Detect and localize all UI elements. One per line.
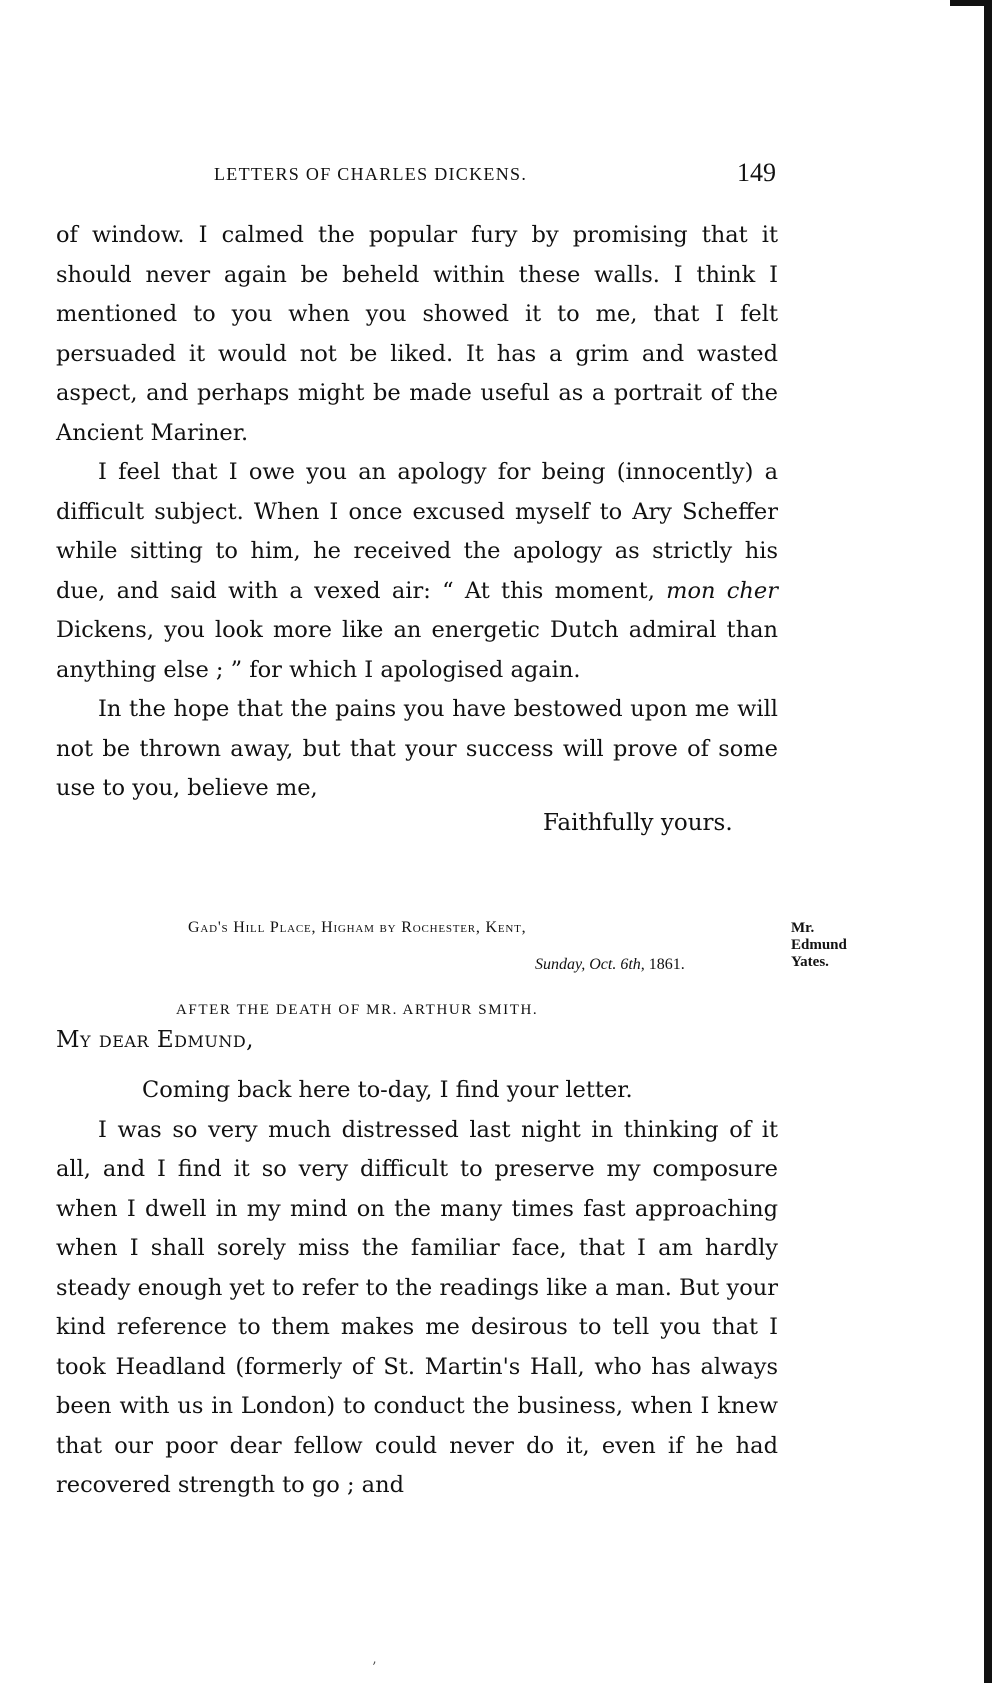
page-edge [984, 0, 992, 1683]
paragraph-apology-end: Dickens, you look more like an energetic Dutch admiral than anything else ; ” for which I apologised again. [56, 617, 778, 683]
paragraph-closing: In the hope that the pains you have bestowed upon me will not be thrown away, but that your success will prove of some use to you, believe me, [56, 696, 778, 801]
running-title: LETTERS OF CHARLES DICKENS. [214, 164, 528, 184]
salutation: My dear Edmund, [56, 1027, 254, 1053]
letter-one-body [56, 216, 778, 809]
stray-mark: ’ [372, 1660, 377, 1676]
letter-address: Gad's Hill Place, Higham by Rochester, Kent, [188, 919, 527, 936]
margin-note-line: Mr. [791, 920, 815, 936]
paragraph-main: I was so very much distressed last night in thinking of it all, and I find it so very difficult to preserve my composure when I dwell in my mind on the many times fast approaching when I shall sorely miss the familiar face, that I am hardly steady enough yet to refer to the readings like a man. But your kind reference to them makes me desirous to tell you that I took Headland (formerly of St. Martin's Hall, who has always been with us in London) to conduct the business, when I knew that our poor dear fellow could never do it, even if he had recovered strength to go ; and [56, 1116, 778, 1498]
signoff: Faithfully yours. [543, 810, 733, 836]
paragraph-apology-start: I feel that I owe you an apology for being (innocently) a difficult subject. When I once excused myself to Ary Scheffer while sitting to him, he received the apology as strictly his due, and said with a vexed air: “ At this moment, [56, 459, 778, 604]
margin-note-line: Yates. [791, 954, 829, 970]
margin-note-line: Edmund [791, 937, 847, 953]
letter-date [535, 956, 685, 974]
letter-date-day: Sunday, Oct. 6th, [535, 956, 645, 973]
running-head [56, 158, 776, 194]
letter-two-body [56, 1071, 778, 1506]
letter-date-year: 1861. [648, 956, 685, 973]
page-number: 149 [737, 158, 776, 187]
paragraph-apology [56, 453, 778, 690]
italic-phrase: mon cher [666, 577, 778, 604]
letter-subheading: AFTER THE DEATH OF MR. ARTHUR SMITH. [176, 1002, 539, 1018]
recipient-margin-note [791, 920, 847, 971]
paragraph-continuation: of window. I calmed the popular fury by promising that it should never again be beheld within these walls. I think I mentioned to you when you showed it to me, that I felt persuaded it would not be liked. It has a grim and wasted aspect, and perhaps might be made useful as a portrait of the Ancient Mariner. [56, 222, 778, 446]
paragraph-opening: Coming back here to-day, I find your letter. [142, 1077, 633, 1103]
